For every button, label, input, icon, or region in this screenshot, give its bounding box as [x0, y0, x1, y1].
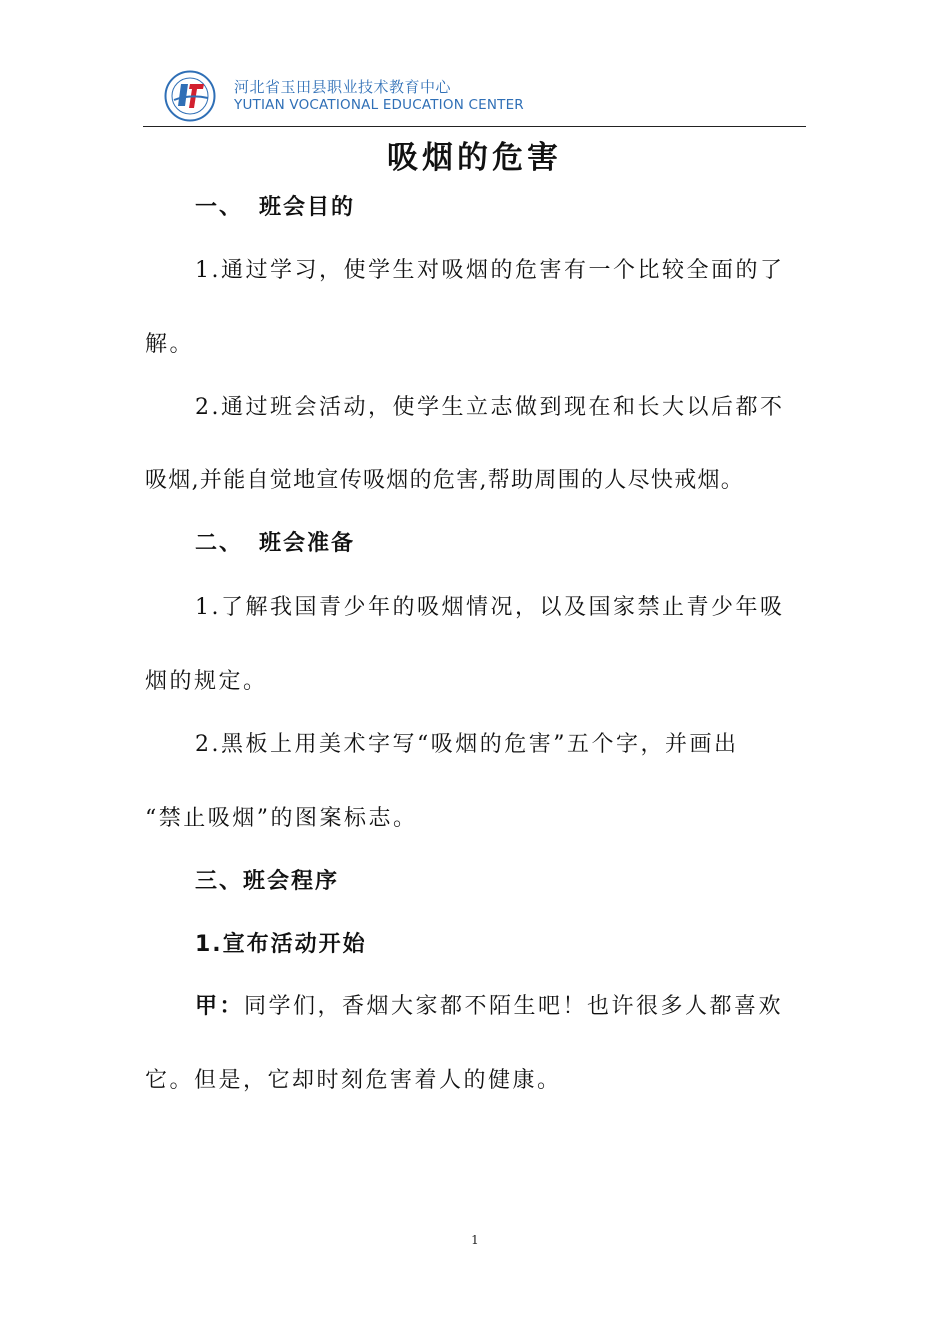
- preparation-item-1-line-1: 1.了解我国青少年的吸烟情况，以及国家禁止青少年吸: [195, 595, 785, 620]
- purpose-item-1-line-2: 解。: [145, 332, 195, 357]
- section-title: 班会准备: [259, 531, 356, 556]
- section-number: 一、: [195, 195, 244, 220]
- section-heading-purpose: [195, 193, 860, 223]
- section-heading-procedure: 三、班会程序: [195, 869, 340, 894]
- section-number: 二、: [195, 531, 244, 556]
- school-emblem-icon: [164, 70, 216, 122]
- purpose-item-1-line-1: 1.通过学习，使学生对吸烟的危害有一个比较全面的了: [195, 258, 785, 283]
- section-title: 班会目的: [259, 195, 356, 220]
- header-divider: [143, 126, 806, 127]
- preparation-item-2-line-2: “禁止吸烟”的图案标志。: [145, 806, 418, 831]
- org-name-chinese: 河北省玉田县职业技术教育中心: [234, 78, 452, 96]
- page-number: 1: [471, 1233, 479, 1247]
- dialogue-text: 同学们，香烟大家都不陌生吧！也许很多人都喜欢: [244, 994, 784, 1019]
- page-header: [164, 70, 684, 122]
- procedure-step-1: 1.宣布活动开始: [195, 932, 367, 957]
- preparation-item-1-line-2: 烟的规定。: [145, 669, 268, 694]
- document-title: 吸烟的危害: [387, 140, 562, 176]
- purpose-item-2-line-2: 吸烟,并能自觉地宣传吸烟的危害,帮助周围的人尽快戒烟。: [145, 468, 745, 493]
- preparation-item-2-line-1: 2.黑板上用美术字写“吸烟的危害”五个字，并画出: [195, 732, 739, 757]
- dialogue-line-1: [195, 992, 860, 1022]
- speaker-label: 甲：: [195, 994, 245, 1019]
- dialogue-line-2: 它。但是，它却时刻危害着人的健康。: [145, 1068, 562, 1093]
- org-name-english: YUTIAN VOCATIONAL EDUCATION CENTER: [234, 97, 524, 113]
- section-heading-preparation: [195, 529, 860, 559]
- purpose-item-2-line-1: 2.通过班会活动，使学生立志做到现在和长大以后都不: [195, 395, 785, 420]
